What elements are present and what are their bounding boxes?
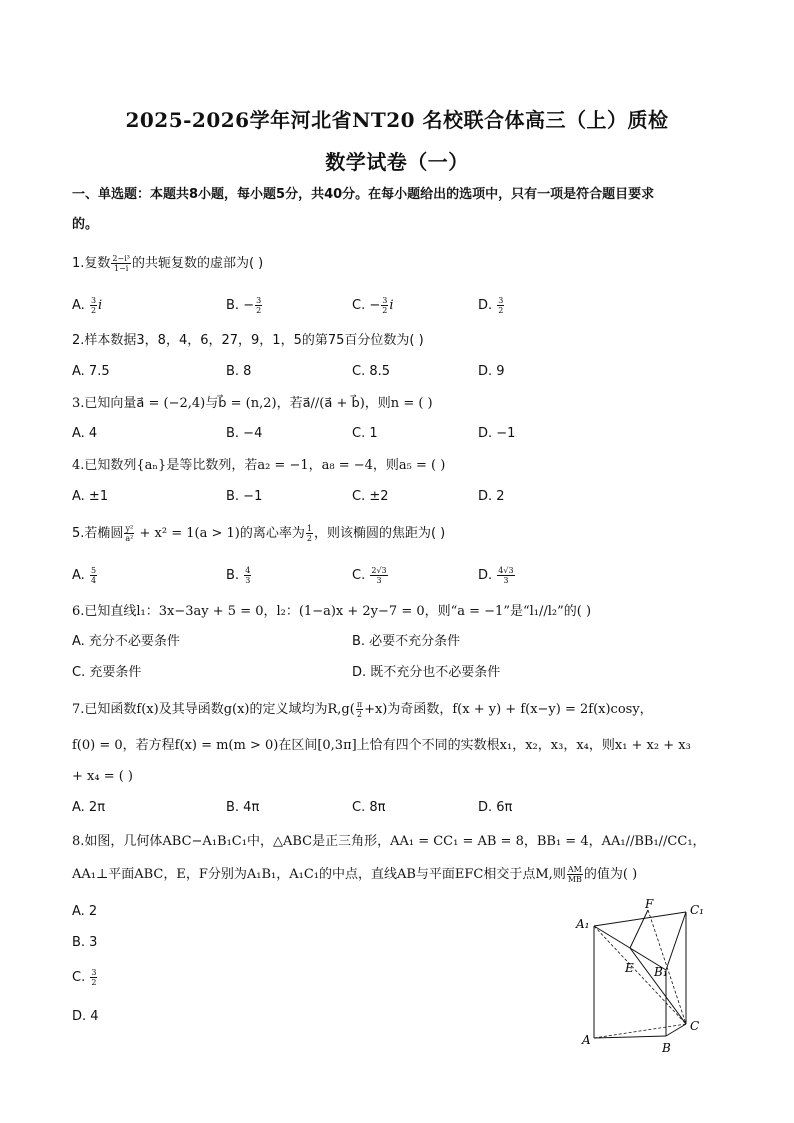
edge-b1-c1 [666, 912, 686, 970]
hidden-segment-a1-c [594, 926, 686, 1024]
q1-option-c[interactable]: C. − $\frac{3}{2}$ i [352, 296, 394, 315]
q4-option-a[interactable]: A. ±1 [72, 489, 109, 504]
q5-fraction: $\frac{\text{y²}}{\text{a²}}$ [125, 524, 134, 543]
label-b1: B₁ [654, 965, 668, 979]
q5-option-d[interactable]: D. $\frac{4√3}{3}$ [478, 566, 514, 585]
q8-option-d[interactable]: D. 4 [72, 1009, 99, 1024]
q8-option-a[interactable]: A. 2 [72, 904, 98, 919]
question-7-stem-line3: + x₄ = ( ) [72, 769, 134, 784]
exam-title: 2025-2026学年河北省NT20 名校联合体高三（上）质检 [125, 108, 669, 132]
q5-option-b[interactable]: B. $\frac{4}{3}$ [226, 566, 251, 585]
q3-option-b[interactable]: B. −4 [226, 426, 263, 441]
q1-option-d[interactable]: D. $\frac{3}{2}$ [478, 296, 504, 315]
q7-option-b[interactable]: B. 4π [226, 800, 260, 815]
section-heading-cont: 的。 [72, 217, 99, 232]
label-a1: A₁ [576, 917, 590, 931]
section-heading: 一、单选题：本题共8小题，每小题5分，共40分。在每小题给出的选项中，只有一项是符合题目要求 [72, 187, 655, 202]
label-f: F [645, 898, 654, 911]
q5-option-c[interactable]: C. $\frac{2√3}{3}$ [352, 566, 387, 585]
exam-subtitle: 数学试卷（一） [325, 150, 469, 174]
q7-option-c[interactable]: C. 8π [352, 800, 386, 815]
question-7-stem-line1: 7.已知函数f(x)及其导函数g(x)的定义域均为R,g( $\frac{\pi}{2}$ +x)为奇函数，f(x + y) + f(x−y) = 2f(x)cosy， [72, 700, 653, 719]
q6-option-a[interactable]: A. 充分不必要条件 [72, 634, 180, 649]
q1-fraction: $\frac{\text{2−i³}}{1-i}$ [112, 254, 130, 273]
edge-a1-c1 [594, 912, 686, 926]
label-b: B [662, 1041, 671, 1055]
q2-option-b[interactable]: B. 8 [226, 364, 252, 379]
question-2-stem: 2.样本数据3，8，4，6，27，9，1，5的第75百分位数为( ) [72, 333, 424, 348]
question-7-stem-line2: f(0) = 0，若方程f(x) = m(m > 0)在区间[0,3π]上恰有四个不同的实数根x₁，x₂，x₃，x₄，则x₁ + x₂ + x₃ [72, 738, 691, 753]
q8-option-b[interactable]: B. 3 [72, 935, 98, 950]
question-3-stem: 3.已知向量a⃗ = (−2,4)与b⃗ = (n,2)，若a⃗//(a⃗ + b⃗)，则n = ( ) [72, 396, 433, 411]
label-c1: C₁ [690, 903, 704, 917]
q2-option-d[interactable]: D. 9 [478, 364, 505, 379]
segment-e-c [630, 948, 686, 1024]
hidden-edge-a-c [594, 1024, 686, 1038]
question-5-stem: 5.若椭圆 $\frac{\text{y²}}{\text{a²}}$ + x² = 1(a > 1)的离心率为 $\frac{1}{2}$ ，则该椭圆的焦距为( ) [72, 524, 446, 543]
q8-option-c[interactable]: C. $\frac{3}{2}$ [72, 968, 97, 987]
question-8-stem-line1: 8.如图，几何体ABC−A₁B₁C₁中，△ABC是正三角形，AA₁ = CC₁ = AB = 8，BB₁ = 4，AA₁//BB₁//CC₁， [72, 834, 706, 849]
label-e: E [625, 961, 634, 975]
q4-option-b[interactable]: B. −1 [226, 489, 263, 504]
segment-f-e [630, 910, 648, 948]
q6-option-b[interactable]: B. 必要不充分条件 [352, 634, 461, 649]
q2-option-c[interactable]: C. 8.5 [352, 364, 391, 379]
q4-option-c[interactable]: C. ±2 [352, 489, 389, 504]
q6-option-d[interactable]: D. 既不充分也不必要条件 [352, 665, 501, 680]
label-a: A [582, 1033, 591, 1047]
q3-option-d[interactable]: D. −1 [478, 426, 516, 441]
q7-option-d[interactable]: D. 6π [478, 800, 513, 815]
q3-option-c[interactable]: C. 1 [352, 426, 378, 441]
q1-option-b[interactable]: B. − $\frac{3}{2}$ [226, 296, 262, 315]
q6-option-c[interactable]: C. 充要条件 [72, 665, 142, 680]
label-c: C [690, 1019, 700, 1033]
q2-option-a[interactable]: A. 7.5 [72, 364, 110, 379]
question-6-stem: 6.已知直线l₁：3x−3ay + 5 = 0，l₂：(1−a)x + 2y−7 = 0，则“a = −1”是“l₁//l₂”的( ) [72, 604, 592, 619]
q1-option-a[interactable]: A. $\frac{3}{2}$ i [72, 296, 103, 315]
question-1-stem: 1.复数 $\frac{\text{2−i³}}{1-i}$ 的共轭复数的虚部为( ) [72, 254, 264, 273]
q3-option-a[interactable]: A. 4 [72, 426, 98, 441]
q4-option-d[interactable]: D. 2 [478, 489, 505, 504]
q5-option-a[interactable]: A. $\frac{5}{4}$ [72, 566, 97, 585]
geometry-figure [568, 898, 718, 1058]
q7-option-a[interactable]: A. 2π [72, 800, 106, 815]
question-8-stem-line2: AA₁⊥平面ABC，E，F分别为A₁B₁，A₁C₁的中点，直线AB与平面EFC相交于点M,则 $\frac{AM}{MB}$ 的值为( ) [72, 865, 638, 884]
question-4-stem: 4.已知数列{aₙ}是等比数列，若a₂ = −1，a₈ = −4，则a₅ = ( ) [72, 458, 446, 473]
